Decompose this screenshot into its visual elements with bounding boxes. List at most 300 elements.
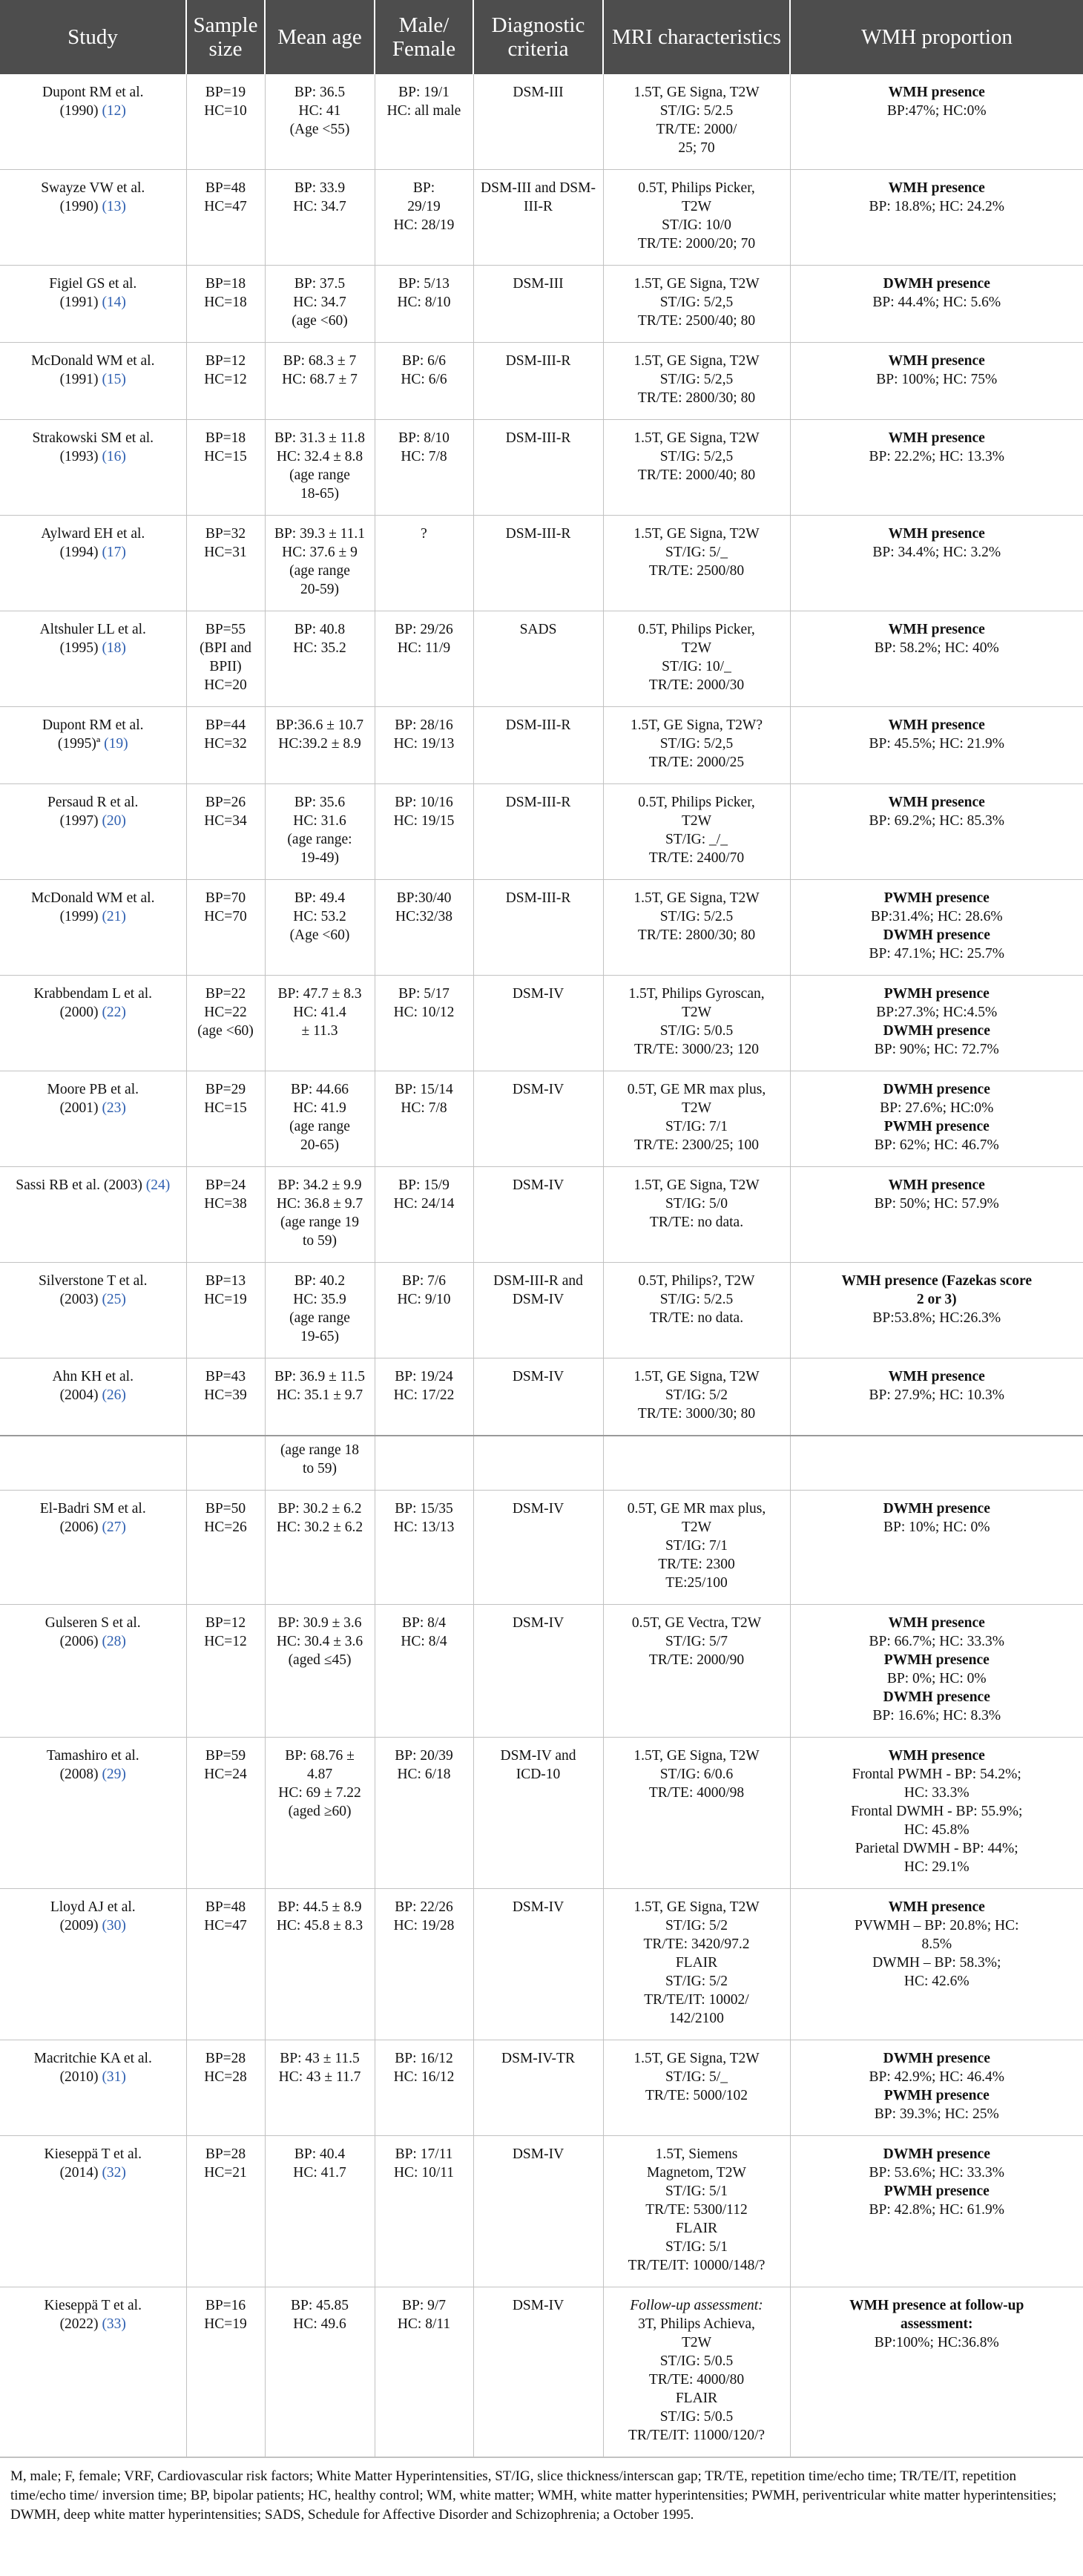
cell-mri-characteristics [603,784,790,880]
cell-diagnostic-criteria [473,516,603,611]
cell-male-female-line: BP: 19/1 [398,85,450,100]
mri-line: ST/IG: 5/0.5 [659,1023,734,1039]
cell-mean-age [265,74,375,170]
cell-mean-age [265,1071,375,1167]
cell-mean-age [265,343,375,420]
cell-mean-age-line: BP: 68.3 ± 7 [283,353,357,369]
col-header-diagnostic-criteria: Diagnostic criteria [473,0,603,74]
cell-diagnostic-criteria-line: DSM-IV and [500,1748,576,1764]
cell-diagnostic-criteria-line: DSM-IV [512,1292,564,1307]
cell-mri-characteristics [603,1263,790,1358]
wmh-label: WMH presence [888,430,985,446]
cell-male-female [375,976,473,1071]
study-name-line: (2010) (31) [59,2069,126,2085]
cell-mri-characteristics [603,2287,790,2457]
study-name-line: El-Badri SM et al. [39,1501,146,1517]
reference-link[interactable]: (14) [102,295,126,310]
reference-link[interactable]: (16) [102,449,126,464]
study-name-line: Lloyd AJ et al. [50,1899,136,1915]
cell-male-female [375,2287,473,2457]
wmh-value: BP: 45.5%; HC: 21.9% [869,736,1005,752]
reference-link[interactable]: (21) [102,909,126,924]
reference-link[interactable]: (29) [102,1767,126,1782]
wmh-label: WMH presence at follow-up [849,2298,1024,2313]
cell-male-female [375,516,473,611]
cell-sample-size-line: BP=48 [205,1899,246,1915]
mri-line: 1.5T, GE Signa, T2W? [631,717,763,733]
wmh-value: BP: 16.6%; HC: 8.3% [872,1708,1001,1724]
cell-sample-size [186,170,265,266]
mri-line: TR/TE: 2800/30; 80 [637,390,756,406]
cell-male-female-line: HC: 19/13 [393,736,455,752]
cell-sample-size-line: HC=32 [204,736,247,752]
study-name-line: Gulseren S et al. [45,1615,141,1631]
mri-line: Magnetom, T2W [647,2165,746,2181]
cell-male-female [375,343,473,420]
cell-mri-characteristics [603,1738,790,1889]
wmh-label: WMH presence [888,1615,985,1631]
cell-sample-size-line: BP=16 [205,2298,246,2313]
cell-diagnostic-criteria-line: III-R [524,199,553,214]
study-name-line: Moore PB et al. [47,1082,139,1097]
cell-diagnostic-criteria [473,170,603,266]
study-name-line: Ahn KH et al. [52,1369,134,1384]
table-row [0,611,1083,707]
cell-sample-size-line: HC=28 [204,2069,247,2085]
mri-line: 1.5T, GE Signa, T2W [633,1369,760,1384]
cell-study [0,170,186,266]
wmh-value: Frontal PWMH - BP: 54.2%; [852,1767,1021,1782]
cell-male-female-line: BP: [412,180,435,196]
wmh-label: DWMH presence [883,2051,990,2066]
cell-sample-size [186,1071,265,1167]
study-name-line: (2006) (27) [59,1519,126,1535]
study-name-line: Tamashiro et al. [46,1748,139,1764]
cell-male-female [375,1605,473,1738]
mri-line: TR/TE: 4000/80 [648,2372,745,2388]
study-name-line: Altshuler LL et al. [39,622,146,637]
cell-male-female-line: BP: 22/26 [395,1899,453,1915]
reference-link[interactable]: (30) [102,1918,126,1933]
cell-mri-characteristics [603,343,790,420]
mri-line: TR/TE: 2000/25 [648,755,745,770]
cell-male-female [375,1889,473,2040]
cell-mean-age-line: HC: 45.8 ± 8.3 [276,1918,363,1933]
cell-sample-size-line: BP=44 [205,717,246,733]
cell-male-female-line: BP: 19/24 [395,1369,453,1384]
mri-line: ST/IG: 5/0 [665,1196,728,1212]
reference-link[interactable]: (17) [102,545,126,560]
cell-wmh-proportion [790,880,1083,976]
study-name-line: Kieseppä T et al. [44,2146,142,2162]
cell-mean-age-line: BP: 68.76 ± [285,1748,355,1764]
cell-sample-size [186,1605,265,1738]
cell-male-female-line: HC: 7/8 [401,449,447,464]
cell-study [0,784,186,880]
cell-mean-age-line: BP: 44.5 ± 8.9 [277,1899,362,1915]
cell-male-female-line: HC: 19/15 [393,813,455,829]
reference-link[interactable]: (23) [102,1100,126,1116]
cell-mri-characteristics [603,1491,790,1605]
cell-male-female-line: BP: 28/16 [395,717,453,733]
wmh-label: WMH presence (Fazekas score [841,1273,1032,1289]
table-row [0,343,1083,420]
cell-mean-age-line: HC: 41 [298,103,341,119]
cell-mean-age-line: HC: 34.7 [293,199,346,214]
cell-study [0,516,186,611]
cell-male-female-line: HC: 7/8 [401,1100,447,1116]
mri-line: TR/TE: 2000/30 [648,677,745,693]
cell-mri-characteristics [603,420,790,516]
cell-wmh-proportion [790,266,1083,343]
reference-link[interactable]: (31) [102,2069,126,2085]
wmh-value: BP: 62%; HC: 46.7% [874,1137,999,1153]
mri-line: TR/TE: 3420/97.2 [643,1936,750,1952]
mri-line: ST/IG: _/_ [665,832,728,847]
reference-link[interactable]: (25) [102,1292,126,1307]
cell-mri-characteristics [603,1436,790,1491]
cell-male-female-line: HC: all male [386,103,461,119]
cell-male-female [375,1071,473,1167]
reference-link[interactable]: (27) [102,1519,126,1535]
table-row [0,1605,1083,1738]
cell-diagnostic-criteria [473,784,603,880]
cell-sample-size-line: BP=19 [205,85,246,100]
mri-line: ST/IG: 5/2,5 [659,736,734,752]
mri-line: T2W [681,640,712,656]
cell-sample-size-line: HC=19 [204,1292,247,1307]
cell-male-female [375,170,473,266]
cell-sample-size-line: BP=12 [205,353,246,369]
cell-diagnostic-criteria [473,611,603,707]
cell-mri-characteristics [603,1167,790,1263]
cell-male-female-line: BP: 7/6 [401,1273,447,1289]
table-row [0,1071,1083,1167]
cell-diagnostic-criteria [473,2287,603,2457]
table-row [0,1491,1083,1605]
cell-male-female [375,880,473,976]
study-name-line: McDonald WM et al. [31,890,155,906]
mri-line: 0.5T, Philips Picker, [638,180,755,196]
cell-sample-size-line: BP=24 [205,1177,246,1193]
cell-sample-size [186,516,265,611]
cell-diagnostic-criteria-line: DSM-III [513,85,564,100]
cell-sample-size [186,611,265,707]
mri-line: 1.5T, Siemens [655,2146,738,2162]
cell-diagnostic-criteria-line: DSM-IV [512,986,564,1002]
cell-sample-size-line: HC=34 [204,813,247,829]
mri-line: 0.5T, Philips Picker, [638,795,755,810]
cell-male-female-line: BP: 20/39 [395,1748,453,1764]
cell-male-female-line: HC: 6/18 [397,1767,451,1782]
cell-sample-size-line: HC=24 [204,1767,247,1782]
mri-line: ST/IG: 5/0.5 [659,2353,734,2369]
cell-mean-age-line: BP: 36.5 [294,85,346,100]
mri-line: TR/TE: 2000/20; 70 [637,236,756,252]
cell-diagnostic-criteria-line: DSM-III-R [505,430,571,446]
cell-mean-age-line: BP: 37.5 [294,276,346,292]
cell-male-female [375,2136,473,2287]
table-row [0,784,1083,880]
mri-line: 1.5T, GE Signa, T2W [633,85,760,100]
cell-mri-characteristics [603,880,790,976]
mri-line: FLAIR [675,1955,718,1971]
cell-diagnostic-criteria [473,2040,603,2136]
cell-diagnostic-criteria [473,1167,603,1263]
cell-male-female [375,1491,473,1605]
cell-diagnostic-criteria-line: DSM-III-R [505,795,571,810]
reference-link[interactable]: (18) [102,640,126,656]
cell-diagnostic-criteria-line: DSM-III-R [505,717,571,733]
cell-diagnostic-criteria [473,2136,603,2287]
wmh-label: PWMH presence [883,890,990,906]
study-name-line: (1995)ª (19) [57,736,128,752]
cell-male-female-line: HC: 8/4 [401,1634,447,1649]
cell-male-female-line: HC: 17/22 [393,1387,455,1403]
mri-line: FLAIR [675,2221,718,2236]
cell-study [0,74,186,170]
cell-male-female [375,420,473,516]
cell-mri-characteristics [603,516,790,611]
cell-sample-size [186,266,265,343]
table-row [0,1167,1083,1263]
reference-link[interactable]: (15) [102,372,126,387]
cell-mri-characteristics [603,1889,790,2040]
cell-study [0,880,186,976]
study-name-line: (1991) (15) [59,372,126,387]
reference-link[interactable]: (26) [102,1387,126,1403]
cell-male-female-line: BP:30/40 [396,890,452,906]
wmh-label: DWMH presence [883,276,990,292]
cell-mean-age-line: HC: 41.7 [293,2165,346,2181]
mri-line: TR/TE: 2000/90 [648,1652,745,1668]
wmh-value: BP: 53.6%; HC: 33.3% [869,2165,1005,2181]
wmh-label: WMH presence [888,717,985,733]
cell-wmh-proportion [790,707,1083,784]
cell-mean-age-line: 4.87 [306,1767,333,1782]
cell-sample-size-line: HC=18 [204,295,247,310]
cell-sample-size-line: BP=28 [205,2051,246,2066]
mri-line: ST/IG: 7/1 [665,1538,728,1554]
mri-line: ST/IG: 5/0.5 [659,2409,734,2425]
study-name-line: (1993) (16) [59,449,126,464]
cell-male-female-line: HC: 8/10 [397,295,451,310]
mri-line: TR/TE: 2500/40; 80 [637,313,756,329]
cell-sample-size-line: BP=70 [205,890,246,906]
reference-link[interactable]: (19) [104,736,128,752]
cell-diagnostic-criteria [473,707,603,784]
table-row [0,74,1083,170]
reference-link[interactable]: (24) [145,1177,171,1193]
cell-mean-age-line: (aged ≥60) [288,1804,352,1819]
cell-diagnostic-criteria-line: DSM-III-R [505,890,571,906]
cell-diagnostic-criteria-line: DSM-III-R [505,353,571,369]
reference-link[interactable]: (32) [102,2165,126,2181]
table-row [0,707,1083,784]
cell-mean-age-line: ± 11.3 [301,1023,338,1039]
mri-line: 1.5T, GE Signa, T2W [633,1177,760,1193]
cell-mean-age-line: HC: 34.7 [293,295,346,310]
cell-study [0,1491,186,1605]
mri-line: 0.5T, GE MR max plus, [627,1082,766,1097]
cell-sample-size-line: HC=20 [204,677,247,693]
mri-line: 1.5T, GE Signa, T2W [633,526,760,542]
mri-line: 1.5T, GE Signa, T2W [633,1899,760,1915]
cell-mean-age [265,1605,375,1738]
cell-sample-size [186,2287,265,2457]
cell-mri-characteristics [603,1358,790,1436]
col-header-mri-characteristics: MRI characteristics [603,0,790,74]
cell-mean-age [265,516,375,611]
table-row [0,1358,1083,1436]
mri-line: T2W [681,199,712,214]
cell-mean-age-line: HC: 36.8 ± 9.7 [276,1196,363,1212]
cell-wmh-proportion [790,1605,1083,1738]
cell-sample-size-line: BP=43 [205,1369,246,1384]
mri-line: 1.5T, GE Signa, T2W [633,430,760,446]
cell-male-female-line: BP: 8/10 [398,430,450,446]
cell-mean-age-line: BP: 30.2 ± 6.2 [277,1501,362,1517]
wmh-value: HC: 33.3% [903,1785,970,1801]
mri-line: ST/IG: 10/0 [662,217,731,233]
cell-sample-size-line: BP=13 [205,1273,246,1289]
mri-line: T2W [681,813,712,829]
reference-link[interactable]: (22) [102,1005,126,1020]
cell-mean-age-line: BP: 40.4 [294,2146,346,2162]
cell-mean-age-line: HC: 43 ± 11.7 [278,2069,361,2085]
cell-mean-age-line: (Age <55) [289,122,350,137]
table-row [0,976,1083,1071]
wmh-value: HC: 29.1% [903,1859,970,1875]
cell-wmh-proportion [790,74,1083,170]
cell-mri-characteristics [603,1071,790,1167]
cell-wmh-proportion [790,611,1083,707]
cell-mean-age-line: BP: 44.66 [290,1082,349,1097]
cell-sample-size [186,976,265,1071]
study-name-line: McDonald WM et al. [31,353,155,369]
cell-wmh-proportion [790,343,1083,420]
reference-link[interactable]: (28) [102,1634,126,1649]
cell-mean-age [265,2287,375,2457]
cell-male-female-line: 29/19 [407,199,441,214]
cell-mean-age-line: HC: 49.6 [293,2316,346,2332]
cell-sample-size-line: HC=31 [204,545,247,560]
cell-mean-age-line: HC: 30.4 ± 3.6 [276,1634,363,1649]
cell-sample-size-line: HC=39 [204,1387,247,1403]
wmh-value: BP: 66.7%; HC: 33.3% [869,1634,1005,1649]
study-name-line: Dupont RM et al. [42,85,144,100]
cell-study [0,1167,186,1263]
cell-male-female-line: HC: 19/28 [393,1918,455,1933]
mri-line: TR/TE: 2400/70 [648,850,745,866]
cell-diagnostic-criteria [473,976,603,1071]
cell-wmh-proportion [790,420,1083,516]
cell-male-female [375,1263,473,1358]
cell-sample-size-line: BP=50 [205,1501,246,1517]
study-name-line: Persaud R et al. [47,795,139,810]
wmh-label: WMH presence [888,526,985,542]
cell-diagnostic-criteria [473,74,603,170]
cell-study [0,2287,186,2457]
cell-male-female-line: HC: 9/10 [397,1292,451,1307]
cell-male-female [375,74,473,170]
cell-mri-characteristics [603,611,790,707]
cell-diagnostic-criteria [473,1889,603,2040]
wmh-value: BP: 69.2%; HC: 85.3% [869,813,1005,829]
wmh-value: BP: 100%; HC: 75% [876,372,998,387]
mri-line: ST/IG: 5/7 [665,1634,728,1649]
col-header-male-female: Male/ Female [375,0,473,74]
cell-mean-age-line: HC: 68.7 ± 7 [282,372,358,387]
mri-line: TR/TE: 5300/112 [645,2202,748,2218]
cell-mean-age-line: 19-49) [300,850,339,866]
cell-mean-age-line: HC: 53.2 [293,909,346,924]
cell-diagnostic-criteria [473,1738,603,1889]
mri-line: 1.5T, GE Signa, T2W [633,1748,760,1764]
study-name-line: (1997) (20) [59,813,126,829]
cell-sample-size-line: HC=12 [204,1634,247,1649]
cell-study [0,1889,186,2040]
cell-wmh-proportion [790,1263,1083,1358]
wmh-value: BP: 0%; HC: 0% [886,1671,987,1686]
study-name-line: (2004) (26) [59,1387,126,1403]
cell-study [0,1263,186,1358]
cell-mean-age-line: HC: 37.6 ± 9 [282,545,358,560]
cell-sample-size-line: BP=48 [205,180,246,196]
mri-line: ST/IG: 5/2 [665,1918,728,1933]
cell-wmh-proportion [790,976,1083,1071]
wmh-value: BP: 47.1%; HC: 25.7% [869,946,1005,962]
cell-mean-age-line: BP: 36.9 ± 11.5 [274,1369,366,1384]
wmh-value: BP: 10%; HC: 0% [883,1519,990,1535]
cell-diagnostic-criteria [473,1436,603,1491]
reference-link[interactable]: (13) [102,199,126,214]
table-row [0,266,1083,343]
cell-sample-size-line: HC=26 [204,1519,247,1535]
cell-diagnostic-criteria [473,420,603,516]
cell-mean-age-line: 19-65) [300,1329,339,1344]
reference-link[interactable]: (33) [102,2316,126,2332]
mri-line: TR/TE: no data. [649,1215,744,1230]
cell-sample-size [186,1436,265,1491]
mri-line: 25; 70 [678,140,715,156]
cell-male-female-line: HC: 11/9 [397,640,451,656]
reference-link[interactable]: (20) [102,813,126,829]
mri-line: ST/IG: 6/0.6 [659,1767,734,1782]
col-header-study: Study [0,0,186,74]
cell-mean-age-line: 20-65) [300,1137,339,1153]
wmh-value: BP: 27.6%; HC:0% [880,1100,994,1116]
mri-line: ST/IG: 5/_ [665,545,728,560]
cell-male-female-line: ? [421,526,427,542]
mri-line: 0.5T, Philips?, T2W [638,1273,755,1289]
mri-line: TR/TE: 2300 [658,1557,735,1572]
cell-sample-size-line: BP=18 [205,430,246,446]
cell-male-female-line: BP: 10/16 [395,795,453,810]
reference-link[interactable]: (12) [102,103,126,119]
cell-male-female-line: HC: 13/13 [393,1519,455,1535]
cell-diagnostic-criteria-line: DSM-IV [512,1615,564,1631]
wmh-value: Parietal DWMH - BP: 44%; [855,1841,1018,1856]
wmh-label: assessment: [901,2316,973,2332]
cell-sample-size [186,880,265,976]
study-name-line: (2001) (23) [59,1100,126,1116]
cell-mean-age-line: (age range [289,563,350,579]
study-name-line: Swayze VW et al. [41,180,145,196]
mri-line: ST/IG: 5/2,5 [659,295,734,310]
cell-mean-age [265,1738,375,1889]
table-row [0,1436,1083,1491]
